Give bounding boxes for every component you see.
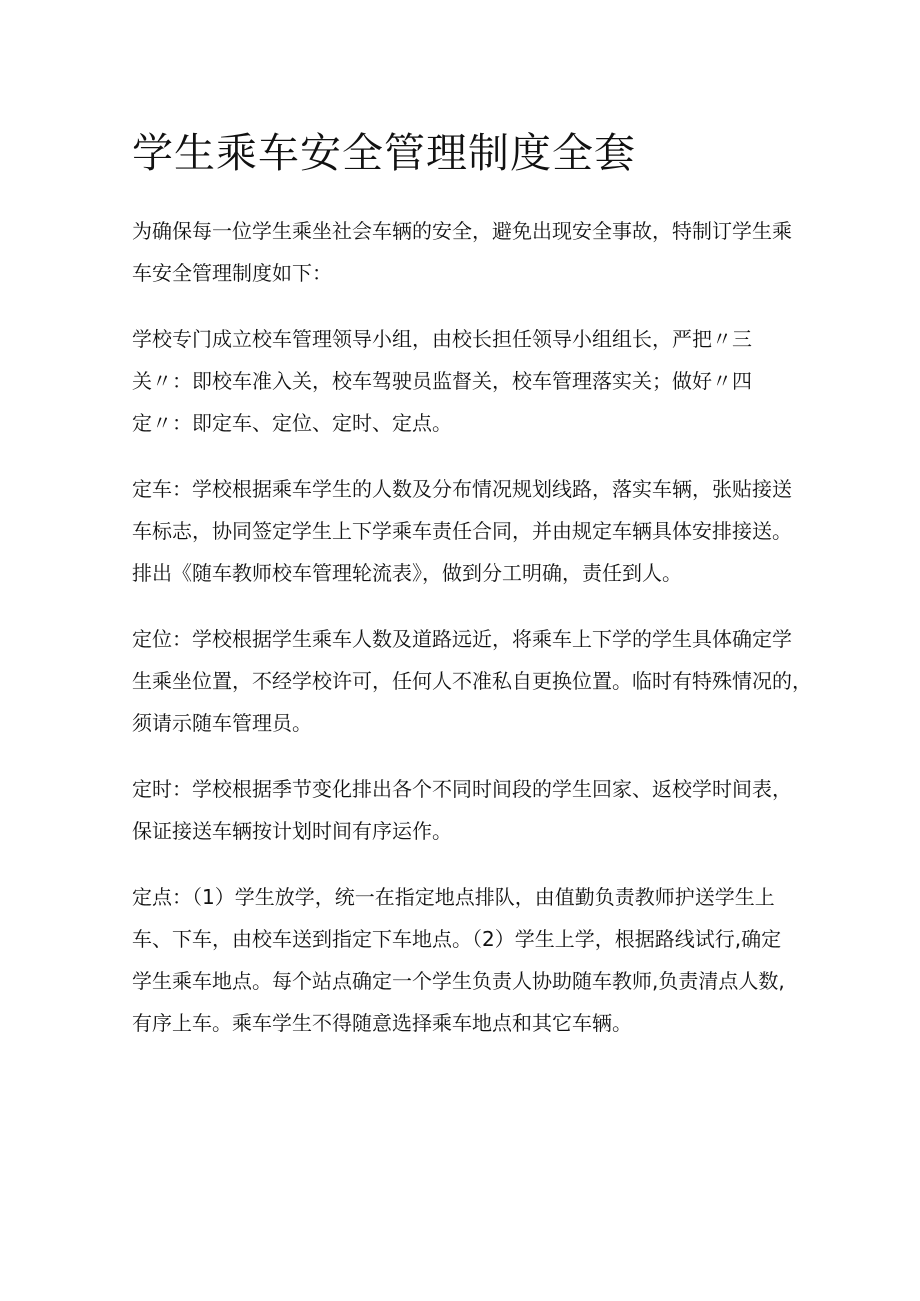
paragraph-ding-che xyxy=(132,468,822,594)
paragraph-line: 排出《随车教师校车管理轮流表》，做到分工明确，责任到人。 xyxy=(132,561,682,585)
paragraph-line: 车标志，协同签定学生上下学乘车责任合同，并由规定车辆具体安排接送。 xyxy=(132,519,792,543)
paragraph-line: 须请示随车管理员。 xyxy=(132,711,312,735)
paragraph-ding-dian xyxy=(132,876,822,1044)
paragraph-intro xyxy=(132,210,822,294)
paragraph-line: 车、下车，由校车送到指定下车地点。（2）学生上学，根据路线试行,确定 xyxy=(132,927,782,951)
paragraph-ding-shi xyxy=(132,768,822,852)
paragraph-line: 学校专门成立校车管理领导小组，由校长担任领导小组组长，严把〃三 xyxy=(132,327,752,351)
document-title: 学生乘车安全管理制度全套 xyxy=(132,129,636,177)
paragraph-line: 生乘坐位置，不经学校许可，任何人不准私自更换位置。临时有特殊情况的， xyxy=(132,669,812,693)
paragraph-line: 定位：学校根据学生乘车人数及道路远近，将乘车上下学的学生具体确定学 xyxy=(132,627,792,651)
paragraph-line: 定〃：即定车、定位、定时、定点。 xyxy=(132,411,452,435)
paragraph-leadership xyxy=(132,318,822,444)
document-body xyxy=(132,210,822,1068)
paragraph-line: 车安全管理制度如下： xyxy=(132,261,332,285)
paragraph-line: 定点：（1）学生放学，统一在指定地点排队，由值勤负责教师护送学生上 xyxy=(132,885,775,909)
paragraph-line: 定车：学校根据乘车学生的人数及分布情况规划线路，落实车辆，张贴接送 xyxy=(132,477,792,501)
paragraph-line: 有序上车。乘车学生不得随意选择乘车地点和其它车辆。 xyxy=(132,1011,632,1035)
paragraph-line: 学生乘车地点。每个站点确定一个学生负责人协助随车教师,负责清点人数, xyxy=(132,969,785,993)
paragraph-line: 关〃：即校车准入关，校车驾驶员监督关，校车管理落实关；做好〃四 xyxy=(132,369,752,393)
paragraph-line: 为确保每一位学生乘坐社会车辆的安全，避免出现安全事故，特制订学生乘 xyxy=(132,219,792,243)
paragraph-line: 保证接送车辆按计划时间有序运作。 xyxy=(132,819,452,843)
paragraph-line: 定时：学校根据季节变化排出各个不同时间段的学生回家、返校学时间表， xyxy=(132,777,792,801)
paragraph-ding-wei xyxy=(132,618,822,744)
